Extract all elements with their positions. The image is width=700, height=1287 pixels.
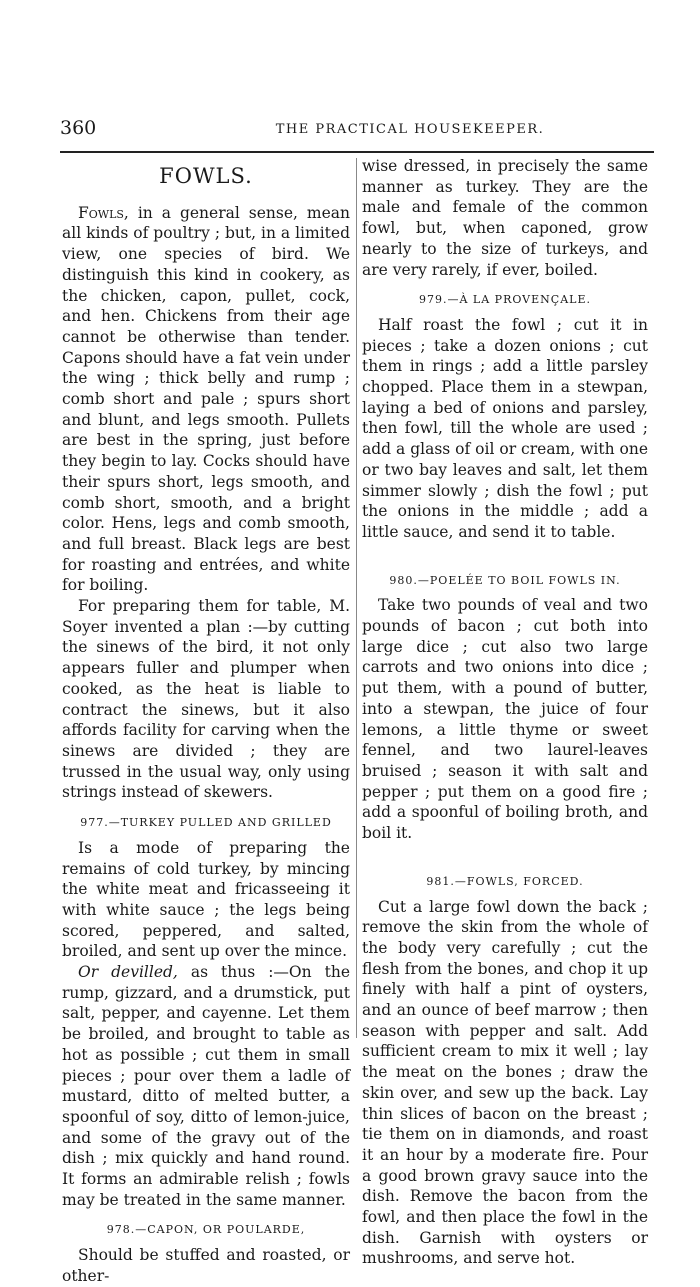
header-rule: [60, 151, 654, 153]
intro-paragraph: [62, 203, 350, 596]
recipe-981-heading: 981.—FOWLS, FORCED.: [426, 874, 584, 888]
page-number: 360: [60, 117, 97, 139]
recipe-980-paragraph: Take two pounds of veal and two pounds of bacon ; cut both into large dice ; cut also two large carrots and two onions into dice ; put them, with a pound of butter, into a stewpan, the juice of four lemons, a little thyme or sweet fennel, and two laurel-leaves bruised ; season it with salt and pepper ; put them on a good fire ; add a spoonful of boiling broth, and boil it.: [362, 596, 648, 843]
intro-lead-word: Fowls,: [78, 203, 129, 222]
recipe-977-paragraph-1: Is a mode of preparing the remains of cold turkey, by mincing the white meat and fricasseeing it with white sauce ; the legs being scored, peppered, and salted, broiled, and sent up over the mince.: [62, 838, 350, 961]
recipe-977-paragraph-2: [62, 962, 350, 1210]
recipe-981-paragraph: Cut a large fowl down the back ; remove the skin from the whole of the body very carefully ; cut the flesh from the bones, and chop it up finely with half a pint of oysters, and an ounce of beef marrow ; then season with pepper and salt. Add sufficient cream to mix it well ; lay the meat on the bones ; draw the skin over, and sew up the back. Lay thin slices of bacon on the breast ; tie them on in diamonds, and roast it an hour by a moderate fire. Pour a good brown gravy sauce into the dish. Remove the bacon from the fowl, and then place the fowl in the dish. Garnish with oysters or mushrooms, and serve hot.: [362, 897, 648, 1268]
spacer: [362, 543, 648, 561]
running-title: THE PRACTICAL HOUSEKEEPER.: [275, 122, 545, 137]
right-column: [362, 156, 648, 1269]
recipe-978-heading: 978.—CAPON, OR POULARDE,: [106, 1223, 306, 1237]
section-title: FOWLS.: [159, 164, 253, 188]
recipe-979-heading: 979.—À LA PROVENÇALE.: [419, 293, 591, 307]
column-divider: [356, 158, 357, 1038]
recipe-979-paragraph: Half roast the fowl ; cut it in pieces ; take a dozen onions ; cut them in rings ; add a little parsley chopped. Place them in a stewpan, laying a bed of onions and parsley, then fowl, till the whole are used ; add a glass of oil or cream, with one or two bay leaves and salt, let them simmer slowly ; dish the fowl ; put the onions in the middle ; add a little sauce, and send it to table.: [362, 315, 648, 541]
recipe-980-heading: 980.—POELÉE TO BOIL FOWLS IN.: [389, 573, 621, 587]
recipe-977-heading: 977.—TURKEY PULLED AND GRILLED: [80, 816, 332, 830]
recipe-977-lead: Or devilled,: [78, 963, 178, 982]
recipe-978-paragraph: Should be stuffed and roasted, or other-: [62, 1246, 350, 1285]
recipe-978-continued: wise dressed, in precisely the same manner as turkey. They are the male and female of the common fowl, but, when caponed, grow nearly to the size of turkeys, and are very rarely, if ever, boiled.: [362, 157, 648, 279]
left-column: [62, 156, 350, 1287]
spacer: [362, 844, 648, 862]
intro-text: in a general sense, mean all kinds of poultry ; but, in a limited view, one species of bird. We distinguish this kind in cookery, as the chicken, capon, pullet, cock, and hen. Chickens from their age cannot be otherwise than tender. Capons should have a fat vein under the wing ; thick belly and rump ; comb short and pale ; spurs short and blunt, and legs smooth. Pullets are best in the spring, just before they begin to lay. Cocks should have their spurs short, legs smooth, and comb short, smooth, and a bright color. Hens, legs and comb smooth, and full breast. Black legs are best for roasting and entrées, and white for boiling.: [62, 203, 350, 595]
soyer-paragraph: For preparing them for table, M. Soyer invented a plan :—by cutting the sinews of the bird, it not only appears fuller and plumper when cooked, as the heat is liable to contract the sinews, but it also affords facility for carving when the sinews are divided ; they are trussed in the usual way, only using strings instead of skewers.: [62, 597, 350, 802]
recipe-977-text: as thus :—On the rump, gizzard, and a drumstick, put salt, pepper, and cayenne. Let them be broiled, and brought to table as hot as possible ; cut them in small pieces ; pour over them a ladle of mustard, ditto of melted butter, a spoonful of soy, ditto of lemon-juice, and some of the gravy out of the dish ; mix quickly and hand round. It forms an admirable relish ; fowls may be treated in the same manner.: [62, 963, 350, 1209]
